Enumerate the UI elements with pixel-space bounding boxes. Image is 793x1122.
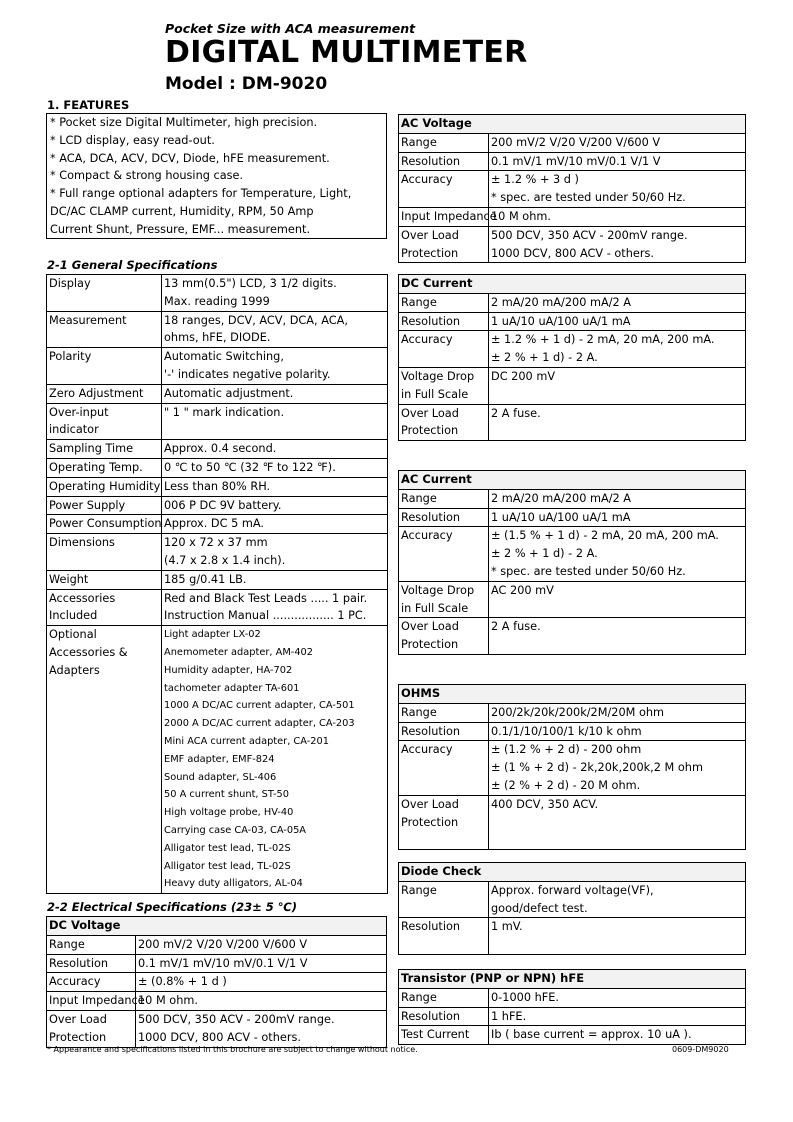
adapter-item: 50 A current shunt, ST-50 bbox=[164, 789, 289, 801]
table-row bbox=[399, 207, 746, 226]
spec-value-cell bbox=[489, 293, 746, 312]
adapter-item: Humidity adapter, HA-702 bbox=[164, 664, 293, 676]
section-title-text: OHMS bbox=[401, 686, 444, 700]
spec-label: Polarity bbox=[49, 350, 92, 364]
spec-label: Power Supply bbox=[49, 498, 126, 512]
adapter-item: EMF adapter, EMF-824 bbox=[164, 753, 275, 765]
spec-value: 2 A fuse. bbox=[491, 406, 541, 420]
spec-label-cell bbox=[399, 331, 489, 368]
table-row bbox=[47, 348, 388, 385]
spec-value: Automatic Switching, bbox=[164, 350, 284, 364]
spec-value-cell bbox=[489, 703, 746, 722]
spec-value: ± 2 % + 1 d) - 2 A. bbox=[491, 547, 598, 561]
table-row bbox=[47, 384, 388, 403]
spec-value-cell bbox=[162, 534, 388, 571]
spec-label: Range bbox=[401, 705, 437, 719]
table-row bbox=[47, 954, 387, 973]
table-row bbox=[399, 133, 746, 152]
spec-label: Voltage Drop bbox=[401, 583, 475, 597]
spec-value-cell bbox=[489, 404, 746, 441]
feature-item: * Pocket size Digital Multimeter, high precision. bbox=[50, 116, 318, 129]
spec-value: 185 g/0.41 LB. bbox=[164, 572, 247, 586]
spec-label: Optional bbox=[49, 628, 97, 642]
table-row bbox=[399, 1026, 746, 1045]
spec-label-cell bbox=[399, 795, 489, 849]
table-row bbox=[399, 152, 746, 171]
spec-label: Resolution bbox=[401, 1009, 461, 1023]
spec-value: Approx. DC 5 mA. bbox=[164, 517, 264, 531]
spec-label: Adapters bbox=[49, 663, 100, 677]
spec-label: Voltage Drop bbox=[401, 369, 475, 383]
spec-label-cell bbox=[47, 477, 162, 496]
spec-label: Accessories bbox=[49, 591, 116, 605]
spec-label-cell bbox=[47, 954, 136, 973]
spec-label: Included bbox=[49, 609, 98, 623]
spec-value-cell bbox=[162, 440, 388, 459]
spec-value: 006 P DC 9V battery. bbox=[164, 498, 282, 512]
feature-item: * Full range optional adapters for Temperature, Light, bbox=[50, 187, 352, 201]
table-row bbox=[47, 275, 388, 312]
table-row bbox=[47, 477, 388, 496]
spec-value-cell bbox=[489, 367, 746, 404]
table-row bbox=[47, 496, 388, 515]
spec-value: 18 ranges, DCV, ACV, DCA, ACA, bbox=[164, 313, 348, 327]
adapter-item: Heavy duty alligators, AL-04 bbox=[164, 878, 303, 890]
spec-value: ± (1 % + 2 d) - 2k,20k,200k,2 M ohm bbox=[491, 761, 703, 775]
spec-value-cell bbox=[489, 152, 746, 171]
spec-label: Protection bbox=[401, 638, 459, 652]
table-row bbox=[399, 618, 746, 655]
spec-label: Protection bbox=[401, 246, 459, 260]
table-row bbox=[47, 458, 388, 477]
spec-label-cell bbox=[399, 133, 489, 152]
general-spec-table bbox=[46, 274, 388, 894]
transistor-hfe-table bbox=[398, 969, 746, 1045]
table-row bbox=[47, 1010, 387, 1047]
spec-label: Input Impedance bbox=[49, 994, 145, 1008]
table-row bbox=[399, 489, 746, 508]
spec-value: * spec. are tested under 50/60 Hz. bbox=[491, 191, 686, 205]
spec-value-cell bbox=[489, 741, 746, 795]
spec-value-cell bbox=[489, 988, 746, 1007]
spec-value: Approx. 0.4 second. bbox=[164, 442, 277, 456]
spec-label-cell bbox=[399, 207, 497, 226]
spec-value-cell bbox=[162, 515, 388, 534]
spec-value: AC 200 mV bbox=[491, 583, 554, 597]
spec-value bbox=[491, 636, 743, 654]
spec-value: good/defect test. bbox=[491, 901, 588, 915]
spec-label-cell bbox=[47, 440, 162, 459]
table-row bbox=[399, 527, 746, 581]
spec-value-cell bbox=[136, 992, 387, 1011]
spec-value: ± (1.5 % + 1 d) - 2 mA, 20 mA, 200 mA. bbox=[491, 529, 719, 543]
adapter-item: 1000 A DC/AC current adapter, CA-501 bbox=[164, 700, 355, 712]
table-row bbox=[399, 226, 746, 263]
spec-value-cell bbox=[162, 275, 388, 312]
spec-value: 2 mA/20 mA/200 mA/2 A bbox=[491, 295, 632, 309]
spec-label: Resolution bbox=[401, 920, 461, 934]
spec-label: Over Load bbox=[401, 228, 459, 242]
section-title-text: DC Voltage bbox=[49, 918, 124, 932]
spec-value: 1 uA/10 uA/100 uA/1 mA bbox=[491, 314, 631, 328]
spec-value: 1 mV. bbox=[491, 920, 523, 934]
spec-value: 2 A fuse. bbox=[491, 620, 541, 634]
features-box bbox=[46, 113, 387, 239]
spec-value-cell bbox=[162, 570, 388, 589]
section-title bbox=[399, 685, 746, 704]
spec-value: 200 mV/2 V/20 V/200 V/600 V bbox=[138, 937, 308, 951]
adapter-item: 2000 A DC/AC current adapter, CA-203 bbox=[164, 718, 355, 730]
model-number: Model : DM-9020 bbox=[165, 74, 328, 94]
spec-label-cell bbox=[399, 226, 489, 263]
spec-value-cell bbox=[136, 973, 387, 992]
page-title: DIGITAL MULTIMETER bbox=[165, 35, 528, 70]
table-row bbox=[399, 741, 746, 795]
spec-value-cell bbox=[489, 1026, 746, 1045]
spec-value: 0.1 mV/1 mV/10 mV/0.1 V/1 V bbox=[491, 154, 661, 168]
spec-value-cell bbox=[162, 477, 388, 496]
table-row bbox=[399, 795, 746, 849]
spec-value: 0.1 mV/1 mV/10 mV/0.1 V/1 V bbox=[138, 956, 308, 970]
table-row bbox=[399, 881, 746, 918]
adapter-item: Light adapter LX-02 bbox=[164, 629, 261, 641]
spec-value: Automatic adjustment. bbox=[164, 386, 294, 400]
spec-value: Less than 80% RH. bbox=[164, 479, 271, 493]
table-row bbox=[399, 293, 746, 312]
spec-value: (4.7 x 2.8 x 1.4 inch). bbox=[164, 553, 286, 567]
spec-value-cell bbox=[489, 722, 746, 741]
spec-value-cell bbox=[136, 954, 387, 973]
section-title bbox=[399, 471, 746, 490]
feature-item: Current Shunt, Pressure, EMF... measurement. bbox=[50, 222, 311, 236]
spec-label: Accuracy bbox=[401, 333, 453, 347]
spec-label: Accuracy bbox=[401, 529, 453, 543]
dc-current-table bbox=[398, 274, 746, 441]
spec-label: Range bbox=[401, 990, 437, 1004]
table-row bbox=[399, 581, 746, 618]
spec-label-cell bbox=[399, 367, 489, 404]
spec-label: Protection bbox=[49, 1030, 107, 1044]
ac-current-table bbox=[398, 470, 746, 655]
optional-adapter-list bbox=[162, 626, 388, 894]
spec-label: Range bbox=[401, 491, 437, 505]
spec-value: 0-1000 hFE. bbox=[491, 990, 559, 1004]
spec-value: 10 M ohm. bbox=[138, 994, 198, 1008]
section-title bbox=[47, 917, 387, 936]
spec-value: 200/2k/20k/200k/2M/20M ohm bbox=[491, 705, 665, 719]
section-title bbox=[399, 115, 746, 134]
spec-label-cell bbox=[47, 311, 162, 348]
spec-value: 1 uA/10 uA/100 uA/1 mA bbox=[491, 510, 631, 524]
spec-label: Accuracy bbox=[401, 743, 453, 757]
spec-label-cell bbox=[47, 1010, 136, 1047]
spec-value: ± 1.2 % + 3 d ) bbox=[491, 173, 579, 187]
spec-label: Power Consumption bbox=[49, 517, 162, 531]
spec-label: Resolution bbox=[49, 956, 109, 970]
spec-value: 0 ℃ to 50 ℃ (32 ℉ to 122 ℉). bbox=[164, 460, 336, 474]
table-row bbox=[47, 440, 388, 459]
spec-label: Range bbox=[401, 883, 437, 897]
spec-value-cell bbox=[489, 226, 746, 263]
table-row bbox=[47, 626, 388, 894]
spec-label-cell bbox=[47, 384, 162, 403]
spec-label-cell bbox=[47, 275, 162, 312]
spec-label: Measurement bbox=[49, 313, 127, 327]
spec-value-cell bbox=[489, 489, 746, 508]
spec-value-cell bbox=[489, 918, 746, 955]
spec-value: '-' indicates negative polarity. bbox=[164, 367, 331, 381]
spec-value: ohms, hFE, DIODE. bbox=[164, 331, 271, 345]
feature-item: * ACA, DCA, ACV, DCV, Diode, hFE measurement. bbox=[50, 151, 330, 165]
feature-item: * Compact & strong housing case. bbox=[50, 169, 244, 183]
spec-label-cell bbox=[399, 881, 489, 918]
spec-label: Dimensions bbox=[49, 536, 115, 550]
spec-label: Range bbox=[401, 135, 437, 149]
spec-label: Operating Temp. bbox=[49, 460, 143, 474]
spec-value-cell bbox=[489, 881, 746, 918]
spec-label: indicator bbox=[49, 423, 99, 437]
spec-value-cell bbox=[162, 496, 388, 515]
spec-label: Test Current bbox=[401, 1028, 470, 1042]
spec-label: in Full Scale bbox=[401, 601, 469, 615]
table-row bbox=[399, 703, 746, 722]
spec-value: ± (1.2 % + 2 d) - 200 ohm bbox=[491, 743, 642, 757]
table-row bbox=[47, 935, 387, 954]
adapter-item: Mini ACA current adapter, CA-201 bbox=[164, 735, 329, 747]
spec-value: " 1 " mark indication. bbox=[164, 405, 285, 419]
spec-value-cell bbox=[162, 458, 388, 477]
table-row bbox=[399, 988, 746, 1007]
spec-label: Over-input bbox=[49, 405, 109, 419]
spec-value: ± (2 % + 2 d) - 20 M ohm. bbox=[491, 778, 641, 792]
spec-label: Resolution bbox=[401, 154, 461, 168]
spec-value-cell bbox=[489, 1007, 746, 1026]
spec-label-cell bbox=[399, 1007, 489, 1026]
table-row bbox=[399, 331, 746, 368]
tagline: Pocket Size with ACA measurement bbox=[165, 21, 416, 36]
spec-value: Ib ( base current = approx. 10 uA ). bbox=[491, 1028, 692, 1042]
spec-label-cell bbox=[399, 489, 489, 508]
spec-label: Protection bbox=[401, 815, 459, 829]
spec-label-cell bbox=[399, 404, 489, 441]
adapter-item: High voltage probe, HV-40 bbox=[164, 807, 294, 819]
spec-value-cell bbox=[489, 312, 746, 331]
adapter-item: Carrying case CA-03, CA-05A bbox=[164, 824, 307, 836]
spec-label-cell bbox=[399, 527, 489, 581]
spec-label-cell bbox=[47, 570, 162, 589]
spec-label-cell bbox=[399, 152, 489, 171]
spec-value: ± (0.8% + 1 d ) bbox=[138, 975, 227, 989]
spec-value: 200 mV/2 V/20 V/200 V/600 V bbox=[491, 135, 661, 149]
spec-label: Operating Humidity bbox=[49, 479, 161, 493]
table-row bbox=[47, 534, 388, 571]
spec-label: Display bbox=[49, 277, 91, 290]
spec-label-cell bbox=[47, 458, 162, 477]
spec-label: Over Load bbox=[401, 797, 459, 811]
spec-label-cell bbox=[399, 581, 489, 618]
spec-value-cell bbox=[489, 133, 746, 152]
section-title-text: Diode Check bbox=[401, 864, 485, 878]
spec-label-cell bbox=[399, 1026, 489, 1045]
spec-label: Accessories & bbox=[49, 645, 128, 659]
spec-value-cell bbox=[136, 935, 387, 954]
section-title bbox=[399, 863, 746, 882]
ohms-table bbox=[398, 684, 746, 850]
spec-label-cell bbox=[47, 403, 162, 440]
spec-value-cell bbox=[162, 348, 388, 385]
spec-value: Approx. forward voltage(VF), bbox=[491, 883, 654, 897]
spec-label-cell bbox=[399, 703, 489, 722]
spec-label-cell bbox=[47, 515, 162, 534]
spec-label: Resolution bbox=[401, 724, 461, 738]
spec-label-cell bbox=[399, 508, 489, 527]
spec-label-cell bbox=[399, 312, 489, 331]
spec-value: 1000 DCV, 800 ACV - others. bbox=[138, 1030, 301, 1044]
diode-check-table bbox=[398, 862, 746, 955]
section-title bbox=[399, 275, 746, 294]
spec-value: 400 DCV, 350 ACV. bbox=[491, 797, 599, 811]
spec-value: 120 x 72 x 37 mm bbox=[164, 536, 268, 550]
spec-value: 500 DCV, 350 ACV - 200mV range. bbox=[491, 228, 688, 242]
spec-value bbox=[491, 814, 743, 832]
spec-value: * spec. are tested under 50/60 Hz. bbox=[491, 564, 686, 578]
table-row bbox=[399, 722, 746, 741]
spec-label-cell bbox=[47, 935, 136, 954]
spec-value: 13 mm(0.5") LCD, 3 1/2 digits. bbox=[164, 277, 337, 290]
spec-value: 2 mA/20 mA/200 mA/2 A bbox=[491, 491, 632, 505]
spec-label: Weight bbox=[49, 572, 89, 586]
section-title bbox=[399, 970, 746, 989]
spec-label-cell bbox=[47, 534, 162, 571]
section-title-text: DC Current bbox=[401, 276, 476, 290]
spec-label: Input Impedance bbox=[401, 209, 497, 223]
document-code: 0609-DM9020 bbox=[672, 1045, 729, 1054]
spec-label-cell bbox=[47, 992, 145, 1011]
spec-value-cell bbox=[162, 311, 388, 348]
spec-label: Range bbox=[49, 937, 85, 951]
adapter-item: tachometer adapter TA-601 bbox=[164, 682, 300, 694]
section-title-text: AC Current bbox=[401, 472, 476, 486]
adapter-item: Anemometer adapter, AM-402 bbox=[164, 646, 314, 658]
spec-label: Protection bbox=[401, 424, 459, 438]
spec-value-cell bbox=[489, 527, 746, 581]
table-row bbox=[399, 1007, 746, 1026]
spec-label: Accuracy bbox=[49, 975, 101, 989]
spec-value-cell bbox=[489, 795, 746, 849]
spec-value: Instruction Manual ................. 1 PC. bbox=[164, 609, 367, 623]
spec-label-cell bbox=[399, 918, 489, 955]
spec-label: Over Load bbox=[401, 620, 459, 634]
spec-label-cell bbox=[47, 589, 162, 626]
spec-label-cell bbox=[399, 171, 489, 208]
spec-value-cell bbox=[136, 1010, 387, 1047]
spec-value: 1000 DCV, 800 ACV - others. bbox=[491, 246, 654, 260]
spec-value bbox=[491, 936, 743, 954]
adapter-item: Alligator test lead, TL-02S bbox=[164, 842, 291, 854]
spec-label: Over Load bbox=[401, 406, 459, 420]
spec-label-cell bbox=[399, 722, 489, 741]
spec-value: 0.1/1/10/100/1 k/10 k ohm bbox=[491, 724, 642, 738]
spec-value: Max. reading 1999 bbox=[164, 294, 270, 308]
table-row bbox=[47, 403, 388, 440]
table-row bbox=[399, 171, 746, 208]
spec-value-cell bbox=[489, 618, 746, 655]
spec-label-cell bbox=[47, 348, 162, 385]
spec-value: DC 200 mV bbox=[491, 369, 556, 383]
spec-label: Over Load bbox=[49, 1012, 107, 1026]
adapter-item: Alligator test lead, TL-02S bbox=[164, 860, 291, 872]
spec-label-cell bbox=[399, 618, 489, 655]
spec-value: 1 hFE. bbox=[491, 1009, 527, 1023]
spec-label-cell bbox=[47, 973, 136, 992]
table-row bbox=[47, 589, 388, 626]
spec-label: Range bbox=[401, 295, 437, 309]
spec-value-cell bbox=[489, 171, 746, 208]
table-row bbox=[399, 918, 746, 955]
spec-label-cell bbox=[399, 293, 489, 312]
table-row bbox=[47, 570, 388, 589]
spec-label: Sampling Time bbox=[49, 442, 134, 456]
spec-label: Resolution bbox=[401, 314, 461, 328]
table-row bbox=[47, 311, 388, 348]
adapter-item: Sound adapter, SL-406 bbox=[164, 771, 277, 783]
spec-value-cell bbox=[162, 589, 388, 626]
table-row bbox=[399, 508, 746, 527]
spec-label: in Full Scale bbox=[401, 387, 469, 401]
table-row bbox=[399, 312, 746, 331]
ac-voltage-table bbox=[398, 114, 746, 263]
dc-voltage-table bbox=[46, 916, 387, 1048]
spec-label-cell bbox=[47, 496, 162, 515]
section-title-text: Transistor (PNP or NPN) hFE bbox=[401, 971, 588, 985]
spec-label-cell bbox=[47, 626, 162, 894]
spec-value-cell bbox=[489, 581, 746, 618]
spec-label: Zero Adjustment bbox=[49, 386, 144, 400]
spec-value-cell bbox=[489, 508, 746, 527]
spec-value-cell bbox=[162, 403, 388, 440]
spec-label-cell bbox=[399, 988, 489, 1007]
feature-item: DC/AC CLAMP current, Humidity, RPM, 50 Amp bbox=[50, 204, 314, 218]
spec-value: ± 1.2 % + 1 d) - 2 mA, 20 mA, 200 mA. bbox=[491, 333, 715, 347]
table-row bbox=[47, 973, 387, 992]
spec-label-cell bbox=[399, 741, 489, 795]
spec-value: 10 M ohm. bbox=[491, 209, 551, 223]
features-heading: 1. FEATURES bbox=[47, 98, 130, 112]
general-spec-heading: 2-1 General Specifications bbox=[47, 258, 218, 272]
table-row bbox=[399, 367, 746, 404]
disclaimer-note: * Appearance and specifications listed in this brochure are subject to change without notice. bbox=[47, 1045, 418, 1054]
table-row bbox=[47, 515, 388, 534]
spec-value: ± 2 % + 1 d) - 2 A. bbox=[491, 351, 598, 365]
spec-value-cell bbox=[489, 207, 746, 226]
spec-value-cell bbox=[162, 384, 388, 403]
feature-item: * LCD display, easy read-out. bbox=[50, 133, 215, 147]
spec-label: Resolution bbox=[401, 510, 461, 524]
table-row bbox=[399, 404, 746, 441]
spec-value: 500 DCV, 350 ACV - 200mV range. bbox=[138, 1012, 335, 1026]
spec-value: Red and Black Test Leads ..... 1 pair. bbox=[164, 591, 368, 605]
table-row bbox=[47, 992, 387, 1011]
spec-label: Accuracy bbox=[401, 173, 453, 187]
spec-value-cell bbox=[489, 331, 746, 368]
electrical-spec-heading: 2-2 Electrical Specifications (23± 5 ℃) bbox=[47, 900, 297, 914]
section-title-text: AC Voltage bbox=[401, 116, 476, 130]
spec-value bbox=[491, 831, 743, 849]
